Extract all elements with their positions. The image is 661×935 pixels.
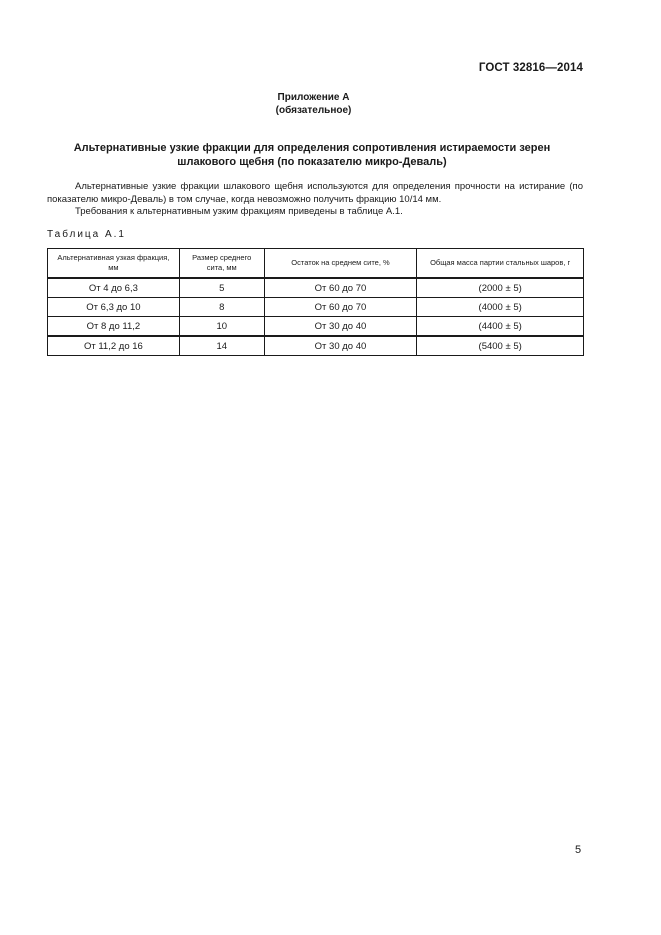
table-row — [48, 298, 584, 317]
column-header: Альтернативная узкая фракция, мм — [48, 249, 180, 279]
appendix-status: (обязательное) — [275, 105, 352, 116]
document-code: ГОСТ 32816—2014 — [478, 62, 583, 74]
table-cell: 14 — [179, 336, 264, 356]
column-header: Остаток на среднем сите, % — [264, 249, 417, 279]
table-cell: От 11,2 до 16 — [48, 336, 180, 356]
table-row — [48, 336, 584, 356]
section-title-line2: шлакового щебня (по показателю микро-Деваль) — [177, 156, 447, 168]
appendix-title: Приложение А — [277, 92, 350, 103]
table-cell: 8 — [179, 298, 264, 317]
table-cell: (5400 ± 5) — [417, 336, 584, 356]
table-cell: (4000 ± 5) — [417, 298, 584, 317]
table-cell: От 4 до 6,3 — [48, 278, 180, 298]
body-text — [47, 181, 583, 219]
table-cell: От 8 до 11,2 — [48, 317, 180, 337]
section-title-line1: Альтернативные узкие фракции для определения сопротивления истираемости зерен — [73, 142, 551, 154]
table-caption: Таблица А.1 — [47, 229, 126, 240]
column-header: Размер среднего сита, мм — [179, 249, 264, 279]
data-table — [47, 248, 584, 356]
table-row — [48, 278, 584, 298]
table-cell: (2000 ± 5) — [417, 278, 584, 298]
column-header: Общая масса партии стальных шаров, г — [417, 249, 584, 279]
page-number: 5 — [575, 844, 582, 856]
table-cell: От 6,3 до 10 — [48, 298, 180, 317]
table-cell: (4400 ± 5) — [417, 317, 584, 337]
table-cell: 10 — [179, 317, 264, 337]
table-row — [48, 317, 584, 337]
table-cell: От 30 до 40 — [264, 336, 417, 356]
section-title — [62, 141, 562, 169]
appendix-heading — [0, 91, 627, 117]
table-cell: От 60 до 70 — [264, 278, 417, 298]
table-cell: От 30 до 40 — [264, 317, 417, 337]
table-cell: От 60 до 70 — [264, 298, 417, 317]
table-header-row — [48, 249, 584, 279]
body-paragraph: Требования к альтернативным узким фракциям приведены в таблице А.1. — [75, 206, 403, 217]
body-paragraph: Альтернативные узкие фракции шлакового щебня используются для определения прочности на истирание (по показателю микро-Деваль) в том случае, когда невозможно получить фракцию 10/14 мм. — [47, 181, 583, 205]
table-cell: 5 — [179, 278, 264, 298]
